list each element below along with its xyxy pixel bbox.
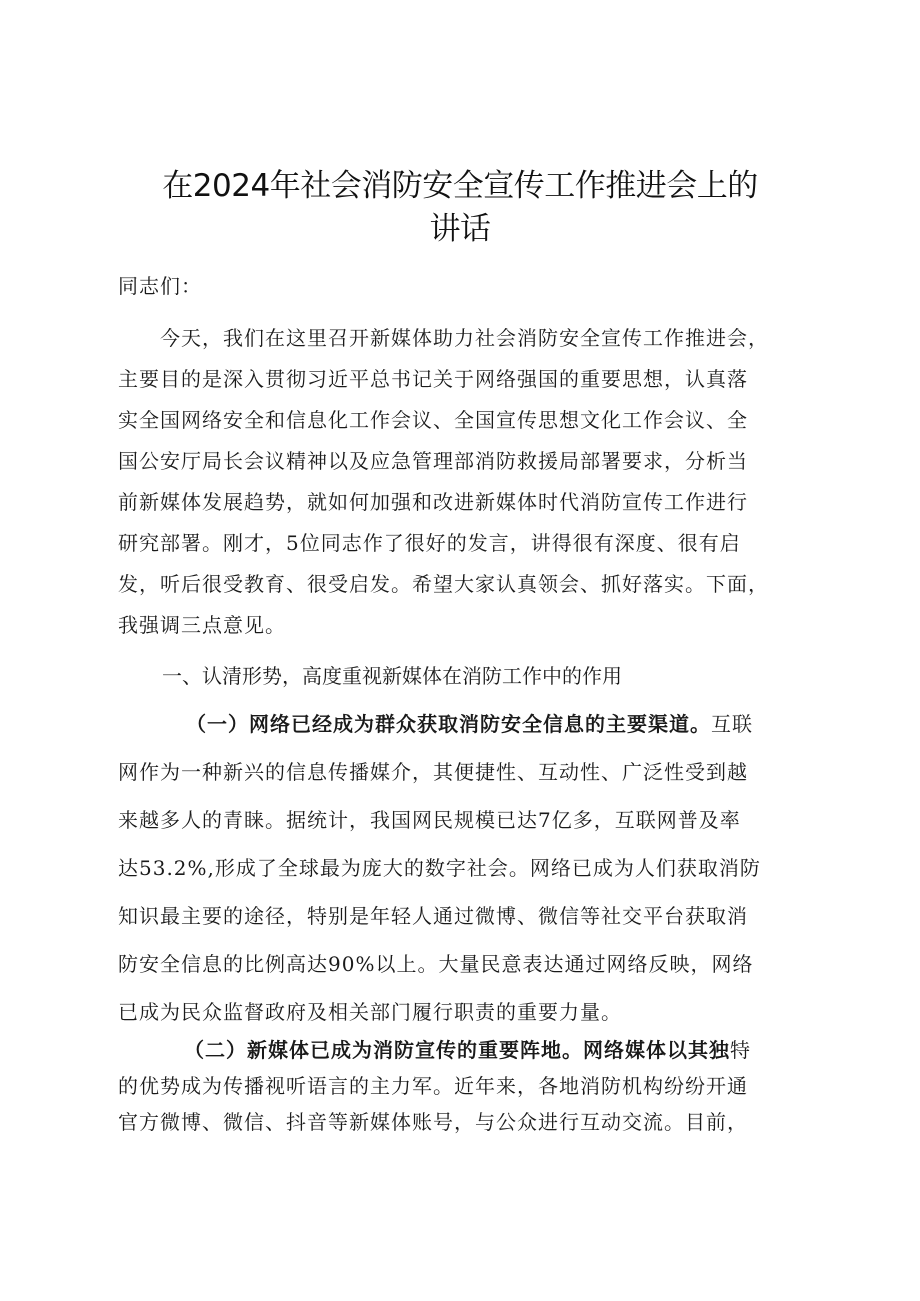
intro-line: 我强调三点意见。	[118, 613, 286, 637]
subsection-2-first-line	[184, 1034, 751, 1063]
subsection-2-line: 官方微博、微信、抖音等新媒体账号，与公众进行互动交流。目前，	[118, 1110, 748, 1134]
intro-line: 研究部署。刚才，5位同志作了很好的发言，讲得很有深度、很有启	[118, 531, 741, 555]
intro-line: 国公安厅局长会议精神以及应急管理部消防救援局部署要求，分析当	[118, 449, 748, 473]
intro-line: 前新媒体发展趋势，就如何加强和改进新媒体时代消防宣传工作进行	[118, 490, 748, 514]
subsection-1-first-tail: 互联	[711, 712, 753, 736]
subsection-2-first-tail: 特	[730, 1038, 751, 1062]
intro-line: 发，听后很受教育、很受启发。希望大家认真领会、抓好落实。下面，	[118, 572, 769, 596]
intro-line: 主要目的是深入贯彻习近平总书记关于网络强国的重要思想，认真落	[118, 367, 748, 391]
subsection-1-line: 达53.2%,形成了全球最为庞大的数字社会。网络已成为人们获取消防	[118, 856, 761, 880]
document-title-line-2: 讲话	[429, 211, 491, 247]
subsection-1-line: 知识最主要的途径，特别是年轻人通过微博、微信等社交平台获取消	[118, 904, 748, 928]
intro-line: 实全国网络安全和信息化工作会议、全国宣传思想文化工作会议、全	[118, 408, 748, 432]
section-heading-1: 一、认清形势，高度重视新媒体在消防工作中的作用	[162, 664, 622, 688]
subsection-heading-2: （二）新媒体已成为消防宣传的重要阵地。网络媒体以其独	[184, 1038, 730, 1062]
intro-line: 今天，我们在这里召开新媒体助力社会消防安全宣传工作推进会，	[160, 326, 769, 350]
subsection-1-line: 防安全信息的比例高达90%以上。大量民意表达通过网络反映，网络	[118, 952, 754, 976]
subsection-1-first-line	[186, 708, 753, 737]
salutation: 同志们：	[118, 274, 202, 298]
subsection-1-line: 来越多人的青睐。据统计，我国网民规模已达7亿多，互联网普及率	[118, 808, 741, 832]
subsection-1-line: 网作为一种新兴的信息传播媒介，其便捷性、互动性、广泛性受到越	[118, 760, 748, 784]
subsection-2-line: 的优势成为传播视听语言的主力军。近年来，各地消防机构纷纷开通	[118, 1074, 748, 1098]
subsection-heading-1: （一）网络已经成为群众获取消防安全信息的主要渠道。	[186, 712, 711, 736]
subsection-1-line: 已成为民众监督政府及相关部门履行职责的重要力量。	[118, 1000, 622, 1024]
document-title-line-1: 在2024年社会消防安全宣传工作推进会上的	[162, 168, 758, 204]
